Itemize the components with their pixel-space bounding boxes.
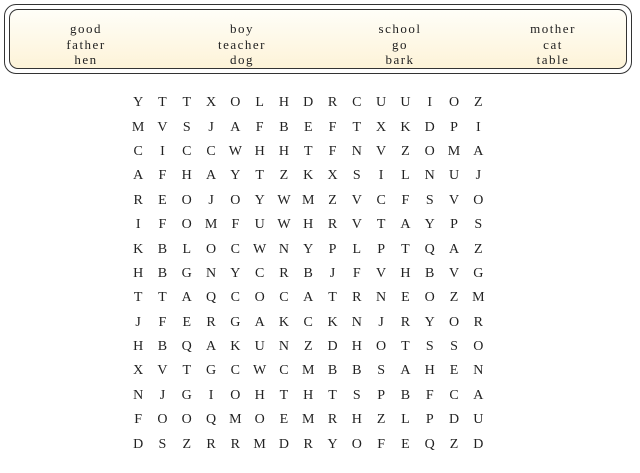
grid-letter[interactable]: K xyxy=(278,314,289,330)
grid-letter[interactable]: A xyxy=(303,290,314,306)
grid-letter[interactable]: D xyxy=(424,119,435,135)
grid-letter[interactable]: O xyxy=(181,192,192,208)
grid-letter[interactable]: C xyxy=(279,363,289,379)
word-dog: dog xyxy=(230,52,254,67)
grid-letter[interactable]: T xyxy=(376,217,386,233)
grid-letter[interactable]: O xyxy=(424,143,435,159)
grid-letter[interactable]: H xyxy=(351,412,362,428)
grid-row xyxy=(126,384,490,408)
grid-letter[interactable]: P xyxy=(450,119,458,135)
grid-letter[interactable]: C xyxy=(206,143,216,159)
grid-letter[interactable]: Z xyxy=(328,192,337,208)
grid-letter[interactable]: J xyxy=(329,265,336,281)
grid-letter[interactable]: N xyxy=(424,168,435,184)
grid-letter[interactable]: L xyxy=(352,241,362,257)
grid-letter[interactable]: H xyxy=(303,217,314,233)
grid-letter[interactable]: X xyxy=(327,168,338,184)
grid-letter[interactable]: G xyxy=(181,387,192,403)
grid-letter[interactable]: Y xyxy=(254,192,265,208)
grid-letter[interactable]: T xyxy=(328,290,337,306)
grid-letter[interactable]: H xyxy=(254,387,265,403)
grid-letter[interactable]: J xyxy=(475,168,482,184)
letter-grid xyxy=(126,91,490,457)
grid-letter[interactable]: K xyxy=(400,119,411,135)
grid-letter[interactable]: P xyxy=(425,412,434,428)
grid-letter[interactable]: E xyxy=(279,412,289,428)
grid-letter[interactable]: K xyxy=(327,314,338,330)
grid-letter[interactable]: F xyxy=(425,387,434,403)
word-school: school xyxy=(378,21,422,36)
grid-letter[interactable]: V xyxy=(351,192,362,208)
grid-letter[interactable]: Y xyxy=(230,265,241,281)
grid-letter[interactable]: M xyxy=(472,290,485,306)
grid-letter[interactable]: T xyxy=(182,95,192,111)
grid-letter[interactable]: U xyxy=(376,95,387,111)
grid-letter[interactable]: H xyxy=(400,265,411,281)
grid-letter[interactable]: I xyxy=(160,143,165,159)
grid-row xyxy=(126,432,490,456)
grid-letter[interactable]: M xyxy=(229,412,242,428)
grid-letter[interactable]: F xyxy=(328,119,337,135)
grid-letter[interactable]: I xyxy=(208,387,214,403)
grid-letter[interactable]: O xyxy=(205,241,217,257)
grid-letter[interactable]: P xyxy=(377,387,386,403)
grid-row xyxy=(126,237,490,261)
grid-letter[interactable]: V xyxy=(376,143,387,159)
grid-letter[interactable]: C xyxy=(352,95,362,111)
grid-letter[interactable]: U xyxy=(400,95,411,111)
grid-letter[interactable]: S xyxy=(352,168,361,184)
grid-letter[interactable]: G xyxy=(205,363,217,379)
grid-letter[interactable]: R xyxy=(279,265,289,281)
grid-letter[interactable]: P xyxy=(328,241,337,257)
grid-row xyxy=(126,115,490,139)
grid-letter[interactable]: U xyxy=(254,217,265,233)
grid-letter[interactable]: A xyxy=(400,217,411,233)
grid-row xyxy=(126,262,490,286)
grid-letter[interactable]: O xyxy=(351,436,362,452)
grid-letter[interactable]: G xyxy=(230,314,241,330)
grid-letter[interactable]: C xyxy=(182,143,192,159)
grid-row xyxy=(126,335,490,359)
grid-letter[interactable]: Q xyxy=(205,412,217,428)
grid-letter[interactable]: T xyxy=(158,290,167,306)
grid-letter[interactable]: M xyxy=(253,436,266,452)
grid-letter[interactable]: E xyxy=(182,314,192,330)
grid-letter[interactable]: J xyxy=(208,119,214,135)
grid-letter[interactable]: H xyxy=(133,265,144,281)
grid-letter[interactable]: H xyxy=(278,95,289,111)
grid-letter[interactable]: Z xyxy=(401,143,410,159)
grid-letter[interactable]: L xyxy=(255,95,264,111)
grid-letter[interactable]: Q xyxy=(181,339,192,355)
grid-letter[interactable]: X xyxy=(376,119,387,135)
grid-letter[interactable]: T xyxy=(255,168,264,184)
grid-letter[interactable]: C xyxy=(376,192,386,208)
word-bark: bark xyxy=(385,52,415,67)
grid-letter[interactable]: C xyxy=(133,143,143,159)
grid-letter[interactable]: O xyxy=(448,314,460,330)
grid-letter[interactable]: E xyxy=(449,363,459,379)
grid-letter[interactable]: K xyxy=(303,168,314,184)
word-teacher: teacher xyxy=(217,36,267,52)
grid-letter[interactable]: F xyxy=(231,217,240,233)
grid-letter[interactable]: R xyxy=(133,192,143,208)
grid-letter[interactable]: Y xyxy=(230,168,241,184)
grid-letter[interactable]: F xyxy=(255,119,264,135)
grid-letter[interactable]: M xyxy=(131,119,145,135)
word-column-3 xyxy=(335,21,465,68)
grid-letter[interactable]: D xyxy=(327,339,338,355)
word-column-2 xyxy=(177,21,307,68)
grid-letter[interactable]: S xyxy=(377,363,386,379)
grid-letter[interactable]: U xyxy=(448,168,460,184)
grid-letter[interactable]: V xyxy=(157,363,168,379)
grid-letter[interactable]: T xyxy=(182,363,192,379)
word-bank xyxy=(4,4,632,74)
grid-letter[interactable]: U xyxy=(473,412,484,428)
grid-letter[interactable]: O xyxy=(157,412,168,428)
grid-letter[interactable]: K xyxy=(133,241,144,257)
grid-letter[interactable]: F xyxy=(377,436,386,452)
grid-letter[interactable]: F xyxy=(158,168,167,184)
grid-letter[interactable]: B xyxy=(157,241,168,257)
grid-letter[interactable]: C xyxy=(279,290,289,306)
grid-letter[interactable]: O xyxy=(376,339,387,355)
grid-letter[interactable]: J xyxy=(159,387,166,403)
grid-letter[interactable]: R xyxy=(473,314,483,330)
grid-letter[interactable]: R xyxy=(206,436,216,452)
word-father: father xyxy=(66,36,106,52)
grid-letter[interactable]: B xyxy=(303,265,313,281)
grid-letter[interactable]: S xyxy=(158,436,167,452)
grid-letter[interactable]: D xyxy=(448,412,460,428)
grid-letter[interactable]: B xyxy=(425,265,435,281)
grid-row xyxy=(126,164,490,188)
grid-letter[interactable]: O xyxy=(473,339,484,355)
grid-letter[interactable]: W xyxy=(277,217,291,233)
grid-letter[interactable]: O xyxy=(230,192,241,208)
grid-letter[interactable]: G xyxy=(473,265,484,281)
grid-letter[interactable]: S xyxy=(474,217,483,233)
grid-letter[interactable]: H xyxy=(278,143,289,159)
grid-letter[interactable]: T xyxy=(352,119,362,135)
grid-letter[interactable]: O xyxy=(230,387,241,403)
grid-letter[interactable]: I xyxy=(378,168,384,184)
grid-row xyxy=(126,91,490,115)
grid-letter[interactable]: H xyxy=(133,339,144,355)
grid-letter[interactable]: R xyxy=(327,217,338,233)
grid-letter[interactable]: S xyxy=(425,339,434,355)
grid-letter[interactable]: A xyxy=(205,339,217,355)
grid-row xyxy=(126,408,490,432)
grid-row xyxy=(126,286,490,310)
grid-letter[interactable]: T xyxy=(158,95,167,111)
grid-row xyxy=(126,311,490,335)
grid-letter[interactable]: V xyxy=(351,217,362,233)
grid-letter[interactable]: H xyxy=(424,363,435,379)
grid-letter[interactable]: N xyxy=(278,339,289,355)
grid-row xyxy=(126,189,490,213)
grid-letter[interactable]: Q xyxy=(424,241,435,257)
grid-letter[interactable]: O xyxy=(254,412,265,428)
grid-letter[interactable]: N xyxy=(473,363,484,379)
word-hen: hen xyxy=(74,52,98,67)
grid-letter[interactable]: O xyxy=(254,290,265,306)
grid-letter[interactable]: R xyxy=(303,436,313,452)
grid-letter[interactable]: C xyxy=(303,314,313,330)
grid-letter[interactable]: Z xyxy=(182,436,192,452)
grid-letter[interactable]: T xyxy=(401,241,410,257)
grid-letter[interactable]: Z xyxy=(376,412,386,428)
grid-letter[interactable]: Y xyxy=(133,95,144,111)
grid-letter[interactable]: N xyxy=(376,290,387,306)
grid-letter[interactable]: S xyxy=(352,387,361,403)
grid-letter[interactable]: T xyxy=(328,387,337,403)
grid-letter[interactable]: R xyxy=(327,95,338,111)
grid-letter[interactable]: A xyxy=(473,387,484,403)
grid-letter[interactable]: I xyxy=(475,119,481,135)
grid-letter[interactable]: M xyxy=(302,363,315,379)
grid-letter[interactable]: N xyxy=(205,265,217,281)
grid-letter[interactable]: Y xyxy=(424,314,435,330)
grid-letter[interactable]: H xyxy=(181,168,192,184)
grid-letter[interactable]: H xyxy=(254,143,265,159)
grid-letter[interactable]: W xyxy=(253,363,267,379)
grid-letter[interactable]: B xyxy=(352,363,362,379)
grid-letter[interactable]: N xyxy=(351,314,362,330)
grid-letter[interactable]: B xyxy=(279,119,289,135)
grid-letter[interactable]: I xyxy=(135,217,141,233)
grid-letter[interactable]: Y xyxy=(327,436,338,452)
grid-letter[interactable]: E xyxy=(401,436,410,452)
grid-letter[interactable]: T xyxy=(279,387,289,403)
grid-letter[interactable]: P xyxy=(377,241,386,257)
grid-letter[interactable]: O xyxy=(181,412,192,428)
grid-letter[interactable]: R xyxy=(206,314,216,330)
grid-letter[interactable]: J xyxy=(208,192,214,208)
grid-row xyxy=(126,213,490,237)
grid-row xyxy=(126,140,490,164)
grid-letter[interactable]: V xyxy=(448,265,460,281)
grid-letter[interactable]: O xyxy=(230,95,241,111)
grid-letter[interactable]: Z xyxy=(474,241,483,257)
grid-letter[interactable]: V xyxy=(448,192,460,208)
grid-letter[interactable]: O xyxy=(424,290,435,306)
grid-letter[interactable]: B xyxy=(327,363,338,379)
word-bank-inner xyxy=(9,9,627,69)
grid-letter[interactable]: F xyxy=(134,412,143,428)
word-column-4 xyxy=(488,21,618,68)
grid-letter[interactable]: A xyxy=(473,143,484,159)
grid-letter[interactable]: E xyxy=(303,119,313,135)
grid-letter[interactable]: B xyxy=(157,339,168,355)
grid-letter[interactable]: N xyxy=(133,387,144,403)
grid-letter[interactable]: W xyxy=(253,241,267,257)
grid-letter[interactable]: L xyxy=(401,168,410,184)
grid-letter[interactable]: M xyxy=(447,143,461,159)
grid-row xyxy=(126,359,490,383)
grid-letter[interactable]: T xyxy=(303,143,313,159)
grid-letter[interactable]: A xyxy=(230,119,241,135)
grid-letter[interactable]: Z xyxy=(279,168,289,184)
grid-letter[interactable]: O xyxy=(181,217,192,233)
grid-letter[interactable]: F xyxy=(352,265,361,281)
word-go: go xyxy=(392,36,408,52)
grid-letter[interactable]: Z xyxy=(303,339,313,355)
grid-letter[interactable]: F xyxy=(328,143,337,159)
grid-letter[interactable]: B xyxy=(400,387,411,403)
grid-letter[interactable]: W xyxy=(277,192,291,208)
grid-letter[interactable]: S xyxy=(450,339,458,355)
grid-letter[interactable]: Z xyxy=(449,436,459,452)
grid-letter[interactable]: F xyxy=(401,192,410,208)
grid-letter[interactable]: Z xyxy=(449,290,459,306)
grid-letter[interactable]: M xyxy=(302,412,315,428)
grid-letter[interactable]: T xyxy=(401,339,410,355)
grid-letter[interactable]: J xyxy=(135,314,141,330)
grid-letter[interactable]: V xyxy=(376,265,387,281)
grid-letter[interactable]: A xyxy=(400,363,411,379)
grid-letter[interactable]: R xyxy=(327,412,338,428)
grid-letter[interactable]: S xyxy=(182,119,191,135)
grid-letter[interactable]: D xyxy=(133,436,144,452)
grid-letter[interactable]: W xyxy=(228,143,242,159)
grid-letter[interactable]: D xyxy=(473,436,484,452)
grid-letter[interactable]: G xyxy=(181,265,192,281)
grid-letter[interactable]: I xyxy=(427,95,433,111)
grid-letter[interactable]: R xyxy=(400,314,411,330)
grid-letter[interactable]: S xyxy=(425,192,434,208)
grid-letter[interactable]: L xyxy=(182,241,192,257)
grid-letter[interactable]: Z xyxy=(474,95,483,111)
grid-letter[interactable]: C xyxy=(254,265,265,281)
word-table: table xyxy=(536,52,570,67)
grid-letter[interactable]: A xyxy=(448,241,460,257)
word-boy: boy xyxy=(230,21,254,36)
word-mother: mother xyxy=(530,21,576,36)
grid-letter[interactable]: K xyxy=(230,339,241,355)
grid-letter[interactable]: X xyxy=(133,363,144,379)
grid-letter[interactable]: R xyxy=(352,290,362,306)
grid-letter[interactable]: B xyxy=(157,265,168,281)
grid-letter[interactable]: X xyxy=(205,95,217,111)
grid-letter[interactable]: R xyxy=(230,436,240,452)
grid-letter[interactable]: M xyxy=(302,192,315,208)
grid-letter[interactable]: J xyxy=(378,314,384,330)
grid-letter[interactable]: Q xyxy=(424,436,435,452)
grid-letter[interactable]: O xyxy=(473,192,484,208)
grid-letter[interactable]: T xyxy=(133,290,143,306)
grid-letter[interactable]: A xyxy=(254,314,265,330)
word-good: good xyxy=(70,21,102,36)
grid-letter[interactable]: L xyxy=(401,412,410,428)
grid-letter[interactable]: C xyxy=(230,241,240,257)
grid-letter[interactable]: A xyxy=(181,290,192,306)
word-cat: cat xyxy=(543,36,563,52)
grid-letter[interactable]: Y xyxy=(303,241,314,257)
grid-letter[interactable]: D xyxy=(303,95,314,111)
grid-letter[interactable]: A xyxy=(205,168,217,184)
grid-letter[interactable]: C xyxy=(230,290,240,306)
grid-letter[interactable]: E xyxy=(158,192,167,208)
grid-letter[interactable]: N xyxy=(351,143,362,159)
grid-letter[interactable]: E xyxy=(401,290,410,306)
grid-letter[interactable]: H xyxy=(303,387,314,403)
grid-letter[interactable]: O xyxy=(448,95,460,111)
grid-letter[interactable]: A xyxy=(133,168,144,184)
grid-letter[interactable]: C xyxy=(449,387,459,403)
grid-letter[interactable]: P xyxy=(450,217,458,233)
grid-letter[interactable]: F xyxy=(158,314,167,330)
grid-letter[interactable]: D xyxy=(278,436,289,452)
grid-letter[interactable]: M xyxy=(204,217,218,233)
grid-letter[interactable]: H xyxy=(351,339,362,355)
grid-letter[interactable]: Y xyxy=(424,217,435,233)
grid-letter[interactable]: V xyxy=(157,119,168,135)
grid-letter[interactable]: F xyxy=(158,217,167,233)
word-column-1 xyxy=(21,21,151,68)
grid-letter[interactable]: Q xyxy=(205,290,217,306)
grid-letter[interactable]: C xyxy=(230,363,240,379)
grid-letter[interactable]: N xyxy=(278,241,289,257)
grid-letter[interactable]: U xyxy=(254,339,265,355)
